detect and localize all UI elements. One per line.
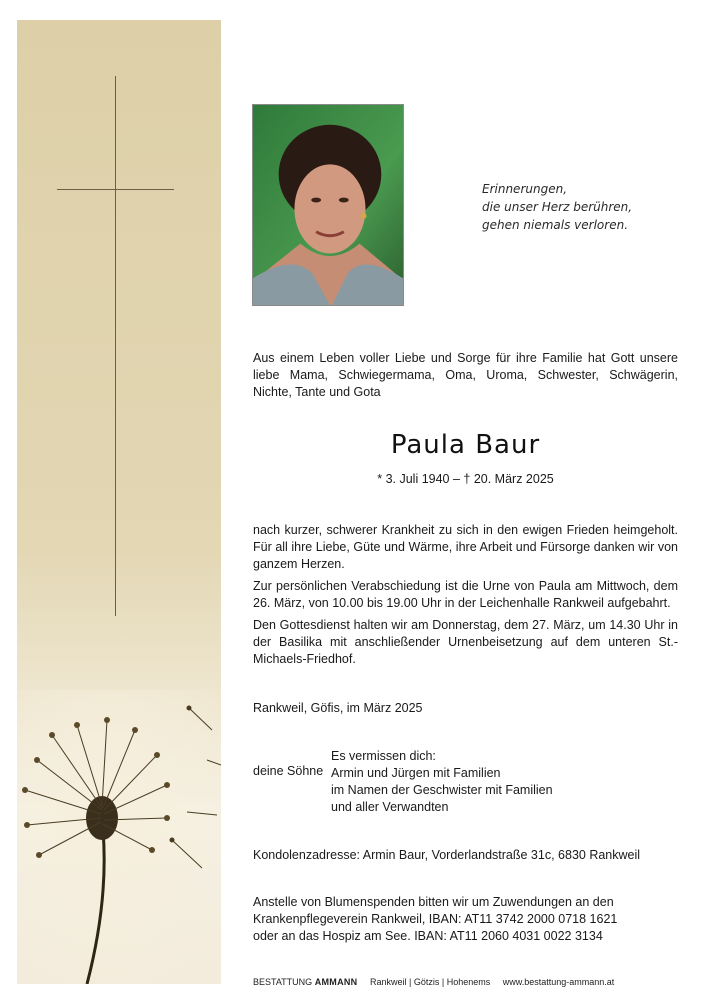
- mourners-list: [331, 748, 553, 816]
- quote-line: gehen niemals verloren.: [482, 218, 629, 232]
- mourners-line: im Namen der Geschwister mit Familien: [331, 783, 553, 797]
- cross-icon-vertical: [115, 76, 116, 616]
- donation-request: [253, 894, 678, 945]
- body-text: [253, 522, 678, 668]
- donation-line: Anstelle von Blumenspenden bitten wir um Zuwendungen an den: [253, 895, 614, 909]
- funeral-home-prefix: BESTATTUNG: [253, 977, 313, 987]
- body-paragraph: Den Gottesdienst halten wir am Donnerstag, dem 27. März, um 14.30 Uhr in der Basilika mit anschließender Urnenbeisetzung auf dem unteren St.-Michaels-Friedhof.: [253, 618, 678, 666]
- quote-line: die unser Herz berühren,: [482, 200, 633, 214]
- funeral-home-name: AMMANN: [314, 977, 358, 987]
- condolence-address: Kondolenzadresse: Armin Baur, Vorderlandstraße 31c, 6830 Rankweil: [253, 848, 641, 862]
- cross-icon-horizontal: [57, 189, 174, 190]
- donation-line: oder an das Hospiz am See. IBAN: AT11 2060 4031 0022 3134: [253, 929, 603, 943]
- footer: [253, 977, 614, 987]
- body-paragraph: Zur persönlichen Verabschiedung ist die Urne von Paula am Mittwoch, dem 26. März, von 10.00 bis 19.00 Uhr in der Leichenhalle Rankweil aufgebahrt.: [253, 579, 678, 610]
- dandelion-illustration: [17, 690, 221, 984]
- portrait-photo: [252, 104, 404, 306]
- intro-paragraph: Aus einem Leben voller Liebe und Sorge für ihre Familie hat Gott unsere liebe Mama, Schwiegermama, Oma, Uroma, Schwester, Schwägerin, Nichte, Tante und Gota: [253, 351, 678, 399]
- place-date: Rankweil, Göfis, im März 2025: [253, 701, 423, 715]
- funeral-home-website[interactable]: www.bestattung-ammann.at: [502, 977, 615, 987]
- mourners-line: und aller Verwandten: [331, 800, 449, 814]
- quote-line: Erinnerungen,: [482, 182, 568, 196]
- funeral-home-locations: Rankweil | Götzis | Hohenems: [370, 977, 491, 987]
- body-paragraph: nach kurzer, schwerer Krankheit zu sich in den ewigen Frieden heimgeholt. Für all ihre Liebe, Güte und Wärme, ihre Arbeit und Fürsorge danken wir von ganzem Herzen.: [253, 523, 678, 571]
- life-dates: * 3. Juli 1940 – † 20. März 2025: [377, 472, 554, 486]
- mourners-label: deine Söhne: [253, 764, 324, 778]
- memorial-quote: [482, 180, 682, 234]
- mourners-heading: Es vermissen dich:: [331, 749, 436, 763]
- mourners-line: Armin und Jürgen mit Familien: [331, 766, 501, 780]
- intro-text: [253, 350, 678, 401]
- deceased-name: Paula Baur: [390, 430, 541, 460]
- donation-line: Krankenpflegeverein Rankweil, IBAN: AT11 3742 2000 0718 1621: [253, 912, 618, 926]
